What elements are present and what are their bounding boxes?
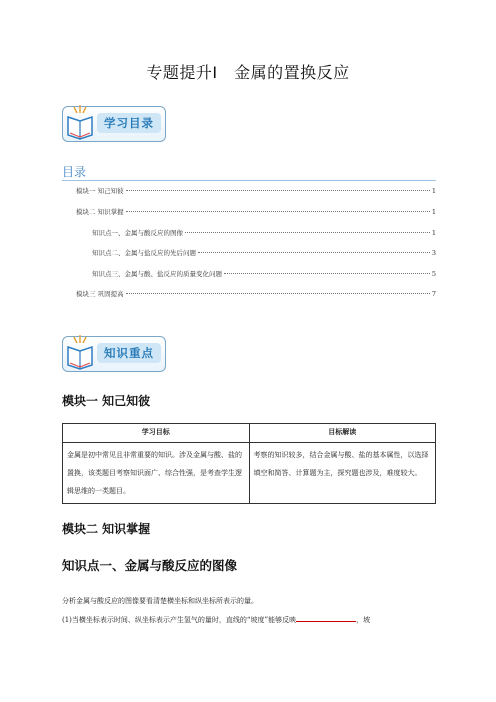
toc-leader [126,293,430,294]
table-cell: 考察的知识较多，结合金属与酸、盐的基本属性，以选择填空和简答、计算题为主，探究题也涉及，难度较大。 [249,443,436,504]
table-cell: 金属是初中常见且非常重要的知识。涉及金属与酸、盐的置换，该类题目考察知识面广、综合性强，是考查学生逻辑思维的一类题目。 [63,443,250,504]
toc-leader [185,232,430,233]
paragraph-text: (1)当横坐标表示时间、纵坐标表示产生氢气的量时，直线的“坡度”能够反映 [62,616,297,624]
study-directory-label: 学习目录 [97,113,161,133]
toc-item-label: 知识点二、金属与盐反应的先后问题 [92,249,196,257]
toc-item[interactable] [92,228,436,238]
answer-blank[interactable] [296,614,356,622]
knowledge-focus-label: 知识重点 [97,343,161,363]
toc-item-label: 知识点三、金属与酸、盐反应的质量变化问题 [92,270,222,278]
toc-item-page: 1 [431,187,436,195]
toc-item[interactable] [76,289,436,299]
toc-item[interactable] [92,269,436,279]
module1-heading: 模块一 知己知彼 [62,394,151,408]
toc-leader [126,190,430,191]
toc-item[interactable] [76,207,436,217]
toc-item-page: 7 [431,290,436,298]
paragraph: 分析金属与酸反应的图像要看清楚横坐标和纵坐标所表示的量。 [62,597,258,605]
toc-item-page: 3 [431,249,436,257]
document-title: 专题提升Ⅰ 金属的置换反应 [146,63,350,82]
toc-item-label: 模块一 知己知彼 [76,187,124,195]
toc-heading: 目录 [62,165,87,179]
knowledge-point-heading: 知识点一、金属与酸反应的图像 [62,558,238,573]
study-directory-banner [62,106,166,142]
toc-leader [224,273,430,274]
toc-leader [126,211,430,212]
toc-item-page: 1 [431,208,436,216]
book-icon [65,333,95,371]
paragraph-text: ，坡 [356,616,371,624]
module2-heading: 模块二 知识掌握 [62,522,151,536]
toc-item-page: 5 [431,270,436,278]
learning-goals-table [62,423,436,504]
toc-item-label: 模块三 巩固提高 [76,290,124,298]
toc-divider [62,180,436,181]
toc-item-label: 知识点一、金属与酸反应的图像 [92,229,183,237]
table-header: 学习目标 [63,424,250,443]
toc-item-label: 模块二 知识掌握 [76,208,124,216]
table-header: 目标解读 [249,424,436,443]
toc-leader [198,252,430,253]
book-icon [65,103,95,141]
knowledge-focus-banner [62,336,166,372]
toc-item-page: 1 [431,229,436,237]
toc-item[interactable] [76,186,436,196]
toc-item[interactable] [92,248,436,258]
paragraph [62,614,436,625]
